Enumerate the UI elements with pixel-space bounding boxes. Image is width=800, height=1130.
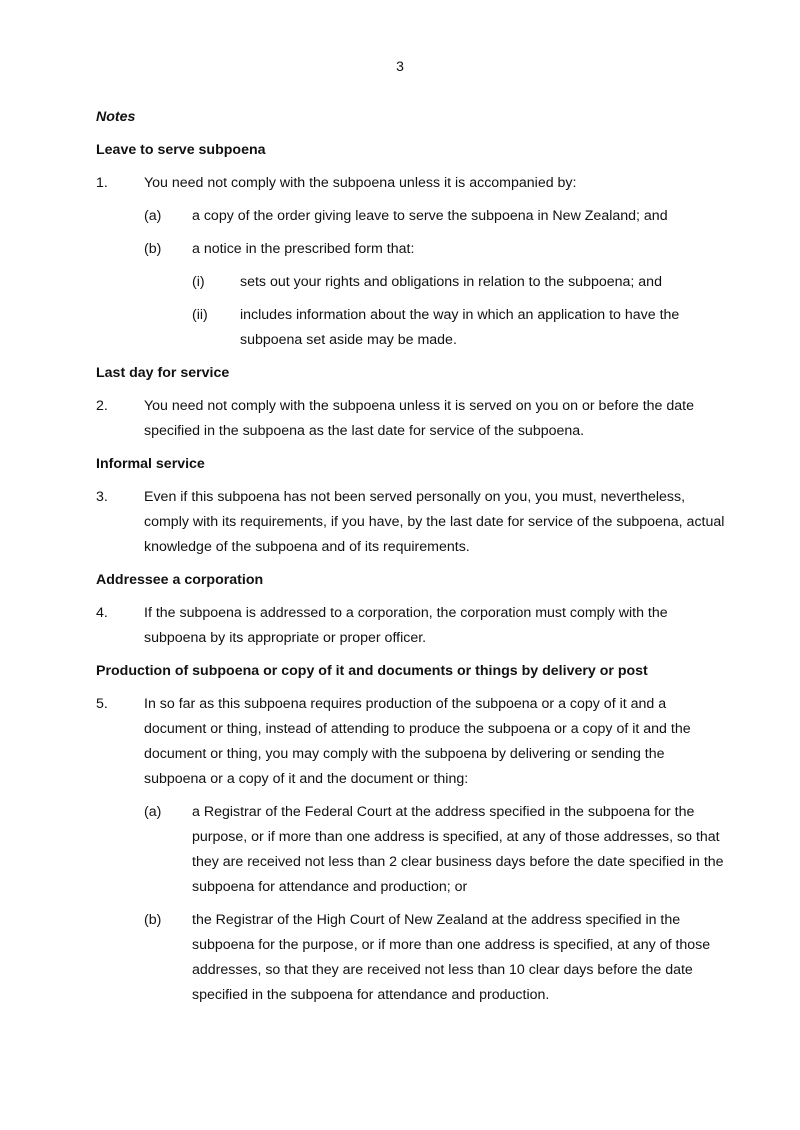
paragraph-text: You need not comply with the subpoena unless it is accompanied by: [144, 175, 577, 191]
paragraph-number: 2. [96, 398, 108, 414]
subparagraph-1b [96, 237, 726, 262]
section-heading-leave-to-serve: Leave to serve subpoena [96, 142, 266, 158]
paragraph-number: 1. [96, 175, 108, 191]
section-heading-production-by-delivery: Production of subpoena or copy of it and documents or things by delivery or post [96, 663, 648, 679]
subparagraph-1b-ii [96, 303, 726, 353]
paragraph-3 [96, 485, 726, 560]
subparagraph-label: (i) [192, 274, 205, 290]
subparagraph-5b [96, 908, 726, 1008]
paragraph-4 [96, 601, 726, 651]
section-heading-last-day: Last day for service [96, 365, 230, 381]
section-heading-addressee-corporation: Addressee a corporation [96, 572, 264, 588]
paragraph-5 [96, 692, 726, 792]
subparagraph-1b-i [96, 270, 726, 295]
subparagraph-label: (ii) [192, 307, 208, 323]
notes-content [96, 105, 726, 1016]
subparagraph-text: a Registrar of the Federal Court at the address specified in the subpoena for the purpose, or if more than one address is specified, at any of those addresses, so that they are received not less than 2 clear business days before the date specified in the subpoena for attendance and production; or [192, 804, 724, 895]
subparagraph-text: sets out your rights and obligations in relation to the subpoena; and [240, 274, 662, 290]
paragraph-2 [96, 394, 726, 444]
section-heading-informal-service: Informal service [96, 456, 205, 472]
subparagraph-text: a notice in the prescribed form that: [192, 241, 415, 257]
paragraph-1 [96, 171, 726, 196]
paragraph-text: If the subpoena is addressed to a corporation, the corporation must comply with the subpoena by its appropriate or proper officer. [144, 605, 668, 646]
subparagraph-text: the Registrar of the High Court of New Zealand at the address specified in the subpoena for the purpose, or if more than one address is specified, at any of those addresses, so that they are received not less than 10 clear days before the date specified in the subpoena for attendance and production. [192, 912, 711, 1003]
subparagraph-label: (a) [144, 208, 162, 224]
notes-title: Notes [96, 109, 136, 125]
paragraph-text: Even if this subpoena has not been served personally on you, you must, nevertheless, comply with its requirements, if you have, by the last date for service of the subpoena, actual knowledge of the subpoena and of its requirements. [144, 489, 725, 555]
subparagraph-label: (b) [144, 912, 162, 928]
subparagraph-5a [96, 800, 726, 900]
subparagraph-1a [96, 204, 726, 229]
paragraph-text: In so far as this subpoena requires production of the subpoena or a copy of it and a document or thing, instead of attending to produce the subpoena or a copy of it and the document or thing, you may comply with the subpoena by delivering or sending the subpoena or a copy of it and the document or thing: [144, 696, 691, 787]
subparagraph-label: (b) [144, 241, 162, 257]
subparagraph-text: includes information about the way in which an application to have the subpoena set aside may be made. [240, 307, 680, 348]
page-number: 3 [396, 58, 404, 74]
paragraph-number: 4. [96, 605, 108, 621]
subparagraph-label: (a) [144, 804, 162, 820]
subparagraph-text: a copy of the order giving leave to serve the subpoena in New Zealand; and [192, 208, 668, 224]
paragraph-number: 5. [96, 696, 108, 712]
paragraph-text: You need not comply with the subpoena unless it is served on you on or before the date specified in the subpoena as the last date for service of the subpoena. [144, 398, 694, 439]
paragraph-number: 3. [96, 489, 108, 505]
